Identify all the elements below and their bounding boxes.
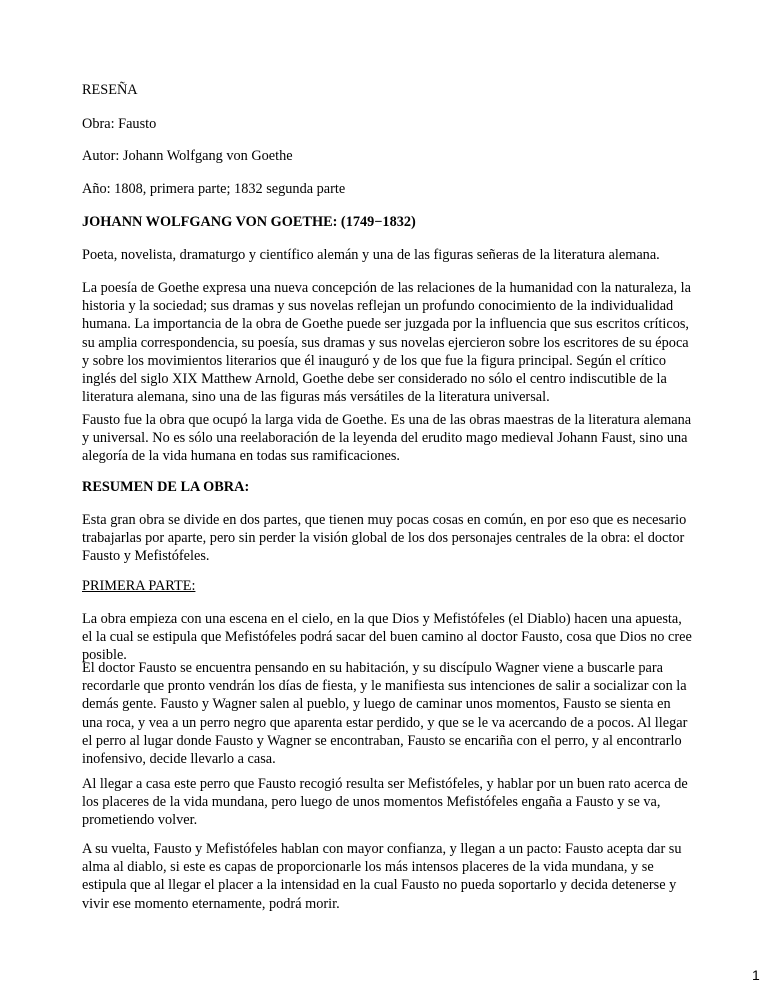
part-one-paragraph-3: Al llegar a casa este perro que Fausto recogió resulta ser Mefistófeles, y hablar por un buen rato acerca de los placeres de la vida mundana, pero luego de unos momentos Mefistófeles engaña a Fausto y se va, prometiendo volver. [82,776,688,829]
meta-obra: Obra: Fausto [82,116,157,132]
meta-autor: Autor: Johann Wolfgang von Goethe [82,148,293,164]
part-one-paragraph-4: A su vuelta, Fausto y Mefistófeles hablan con mayor confianza, y llegan a un pacto: Fausto acepta dar su alma al diablo, si este es capas de proporcionarle los más intensos placeres de la vida mundana, y se estipula que al llegar el placer a la intensidad en la cual Fausto no pueda soportarlo y decida detenerse y vivir ese momento eternamente, podrá morir. [82,841,682,912]
summary-paragraph-1: Esta gran obra se divide en dos partes, que tienen muy pocas cosas en común, en por eso que es necesario trabajarlas por aparte, pero sin perder la visión global de los dos personajes centrales de la obra: el doctor Fausto y Mefistófeles. [82,512,687,565]
summary-title: RESUMEN DE LA OBRA: [82,479,250,495]
meta-anio: Año: 1808, primera parte; 1832 segunda parte [82,181,346,197]
author-paragraph-1: Poeta, novelista, dramaturgo y científico alemán y una de las figuras señeras de la literatura alemana. [82,247,660,263]
part-one-paragraph-1: La obra empieza con una escena en el cielo, en la que Dios y Mefistófeles (el Diablo) hacen una apuesta, el la cual se estipula que Mefistófeles podrá sacar del buen camino al doctor Fausto, cosa que Dios no cree posible. [82,611,692,664]
author-section-title: JOHANN WOLFGANG VON GOETHE: (1749−1832) [82,214,416,230]
part-one-paragraph-2: El doctor Fausto se encuentra pensando en su habitación, y su discípulo Wagner viene a buscarle para recordarle que pronto vendrán los días de fiesta, y le manifiesta sus intenciones de salir a socializar con la demás gente. Fausto y Wagner salen al pueblo, y luego de caminar unos momentos, Fausto se sienta en una roca, y vea a un perro negro que aparenta estar perdido, y que se le va acercando de a pocos. Al llegar el perro al lugar donde Fausto y Wagner se encontraban, Fausto se encariña con el perro, y al encontrarlo inofensivo, decide llevarlo a casa. [82,660,688,768]
document-heading: RESEÑA [82,82,138,98]
page-number: 1 [752,967,760,983]
part-one-title: PRIMERA PARTE: [82,578,196,594]
author-paragraph-2: La poesía de Goethe expresa una nueva concepción de las relaciones de la humanidad con la naturaleza, la historia y la sociedad; sus dramas y sus novelas reflejan un profundo conocimiento de la individualidad humana. La importancia de la obra de Goethe puede ser juzgada por la influencia que sus escritos críticos, su amplia correspondencia, su poesía, sus dramas y sus novelas ejercieron sobre los escritores de su época y sobre los movimientos literarios que él inauguró y de los que fue la figura principal. Según el crítico inglés del siglo XIX Matthew Arnold, Goethe debe ser considerado no sólo el centro indiscutible de la literatura alemana, sino una de las figuras más versátiles de la literatura universal. [82,280,691,406]
author-paragraph-3: Fausto fue la obra que ocupó la larga vida de Goethe. Es una de las obras maestras de la literatura alemana y universal. No es sólo una reelaboración de la leyenda del erudito mago medieval Johann Faust, sino una alegoría de la vida humana en todas sus ramificaciones. [82,412,692,465]
